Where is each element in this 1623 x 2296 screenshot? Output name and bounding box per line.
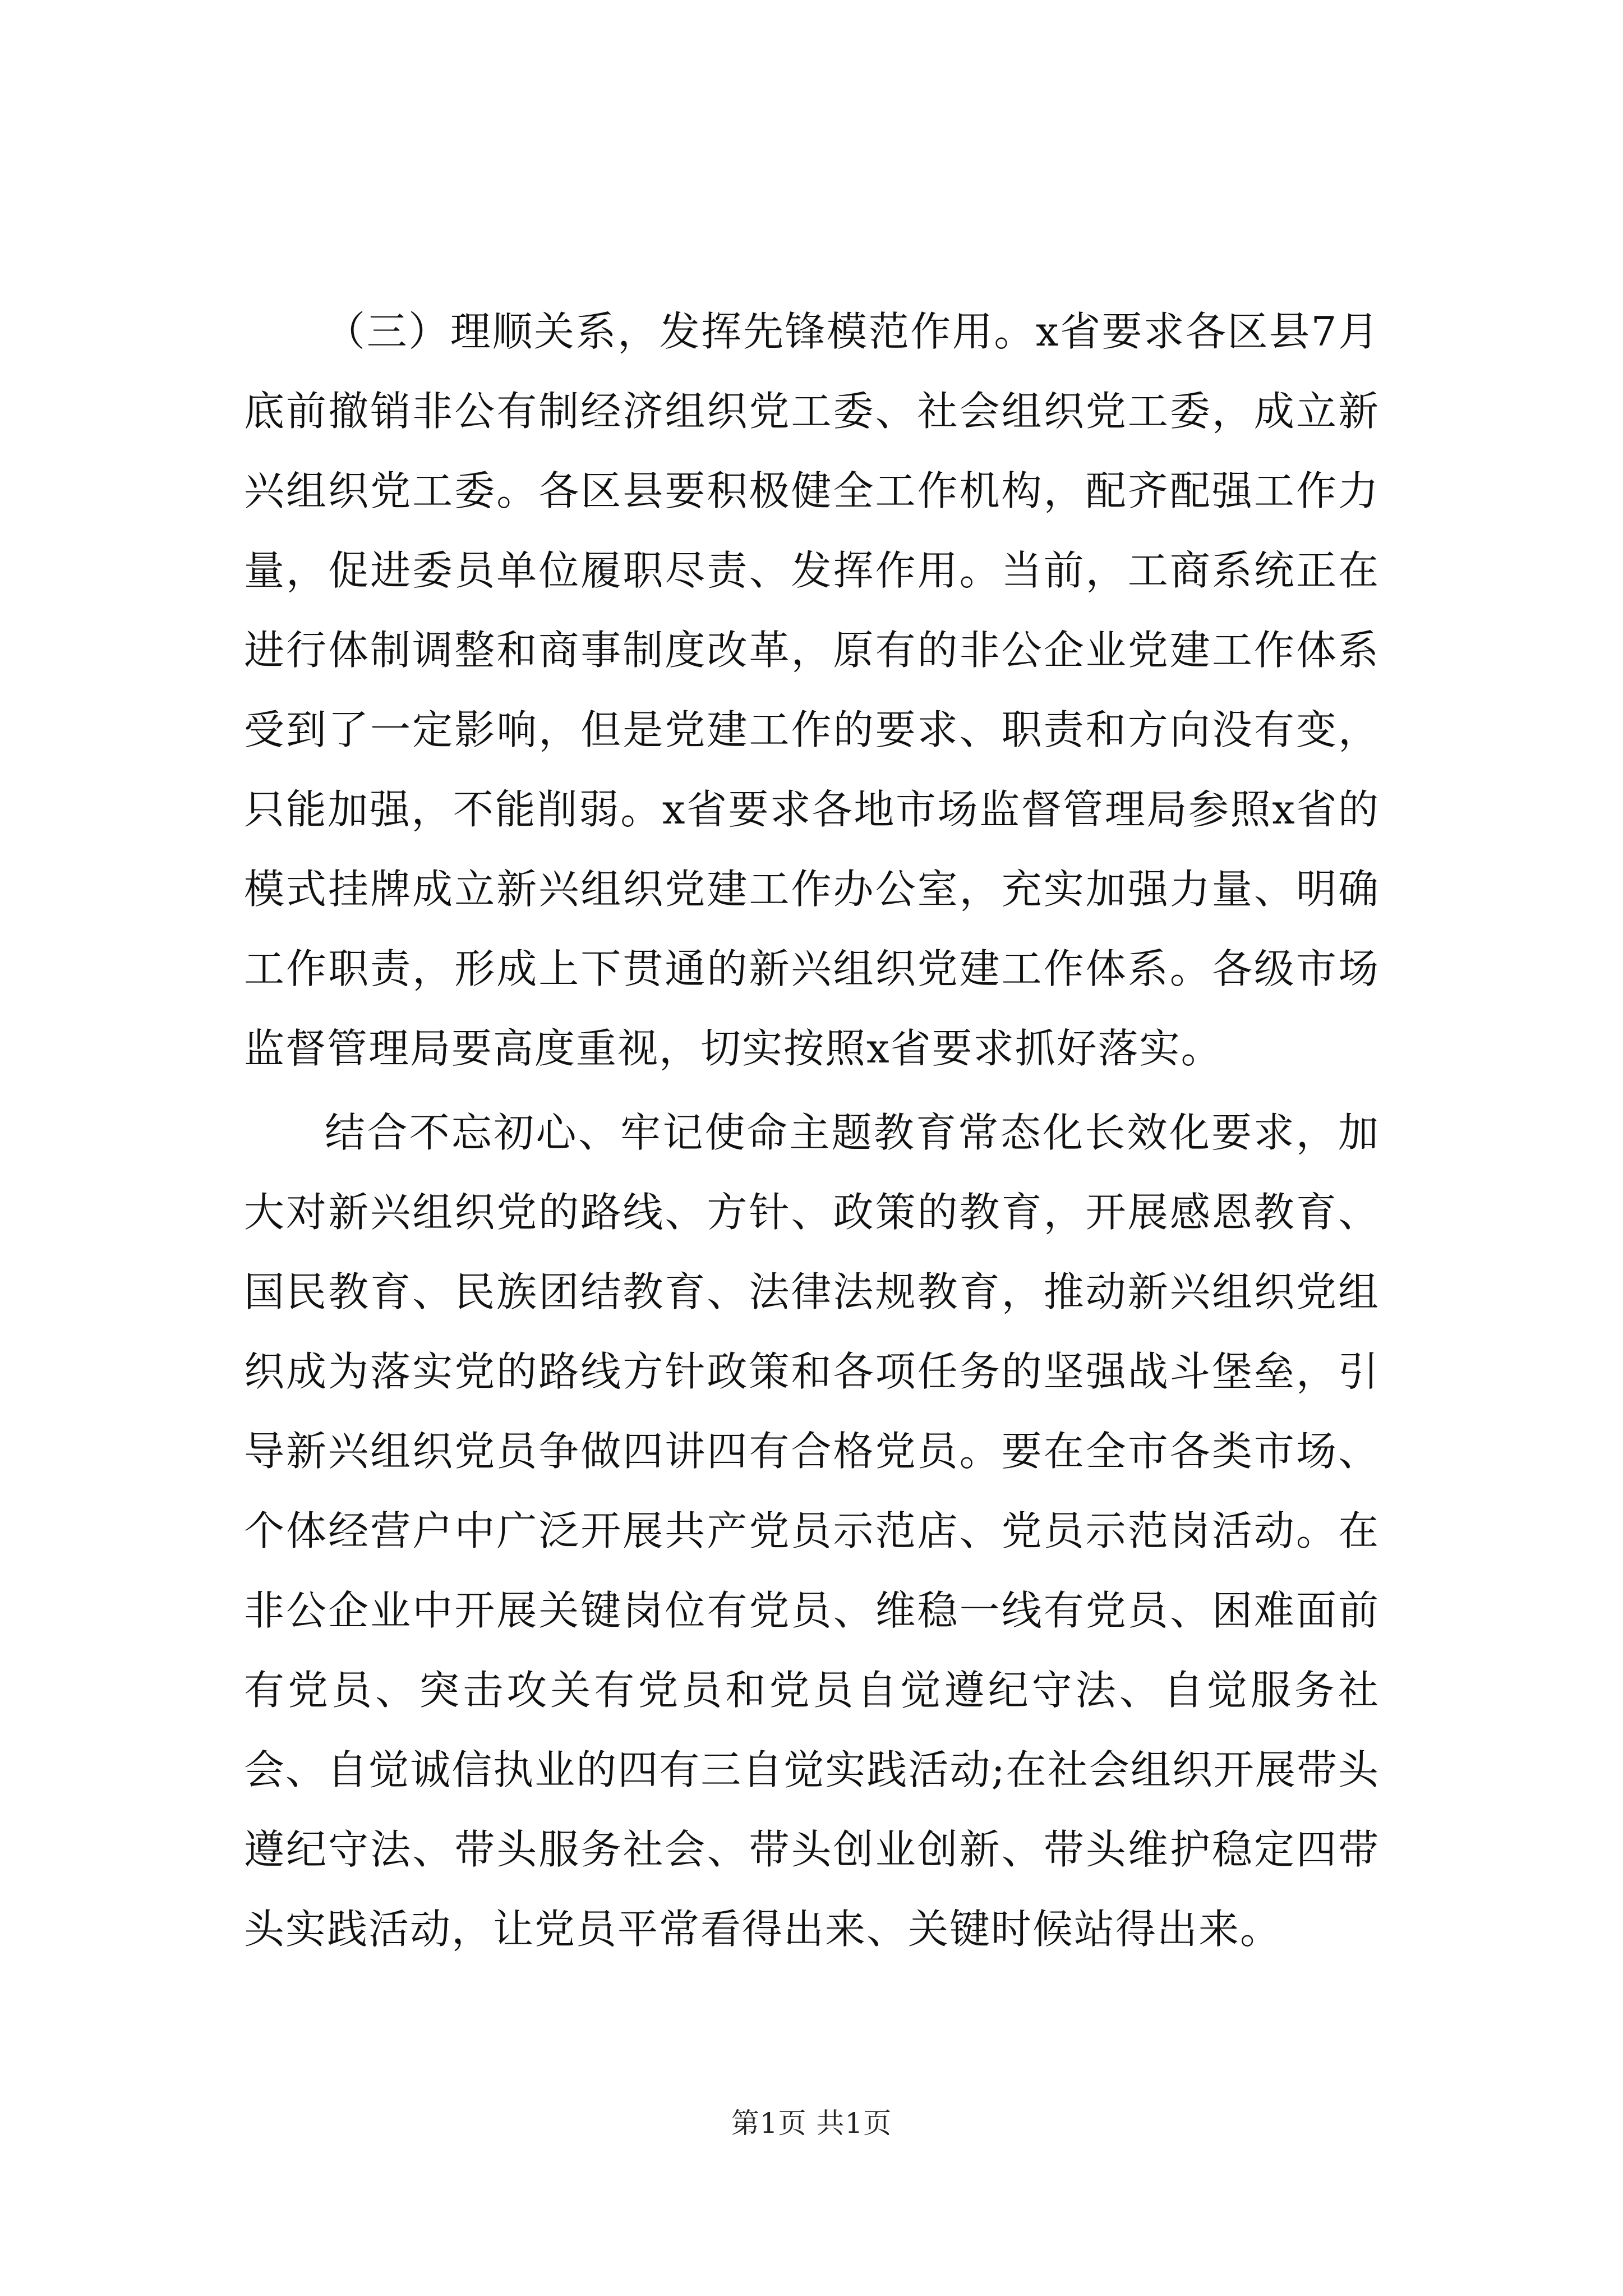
paragraph-section-three: （三）理顺关系，发挥先锋模范作用。x省要求各区县7月底前撤销非公有制经济组织党工委、社会组织党工委，成立新兴组织党工委。各区县要积极健全工作机构，配齐配强工作力量，促进委员单位履职尽责、发挥作用。当前，工商系统正在进行体制调整和商事制度改革，原有的非公企业党建工作体系受到了一定影响，但是党建工作的要求、职责和方向没有变，只能加强，不能削弱。x省要求各地市场监督管理局参照x省的模式挂牌成立新兴组织党建工作办公室，充实加强力量、明确工作职责，形成上下贯通的新兴组织党建工作体系。各级市场监督管理局要高度重视，切实按照x省要求抓好落实。 bbox=[244, 308, 1380, 1072]
document-body bbox=[244, 292, 1380, 1969]
paragraph-education: 结合不忘初心、牢记使命主题教育常态化长效化要求，加大对新兴组织党的路线、方针、政策的教育，开展感恩教育、国民教育、民族团结教育、法律法规教育，推动新兴组织党组织成为落实党的路线方针政策和各项任务的坚强战斗堡垒，引导新兴组织党员争做四讲四有合格党员。要在全市各类市场、个体经营户中广泛开展共产党员示范店、党员示范岗活动。在非公企业中开展关键岗位有党员、维稳一线有党员、困难面前有党员、突击攻关有党员和党员自觉遵纪守法、自觉服务社会、自觉诚信执业的四有三自觉实践活动;在社会组织开展带头遵纪守法、带头服务社会、带头创业创新、带头维护稳定四带头实践活动，让党员平常看得出来、关键时候站得出来。 bbox=[244, 1109, 1380, 1953]
page-footer: 第1页 共1页 bbox=[731, 2107, 892, 2139]
